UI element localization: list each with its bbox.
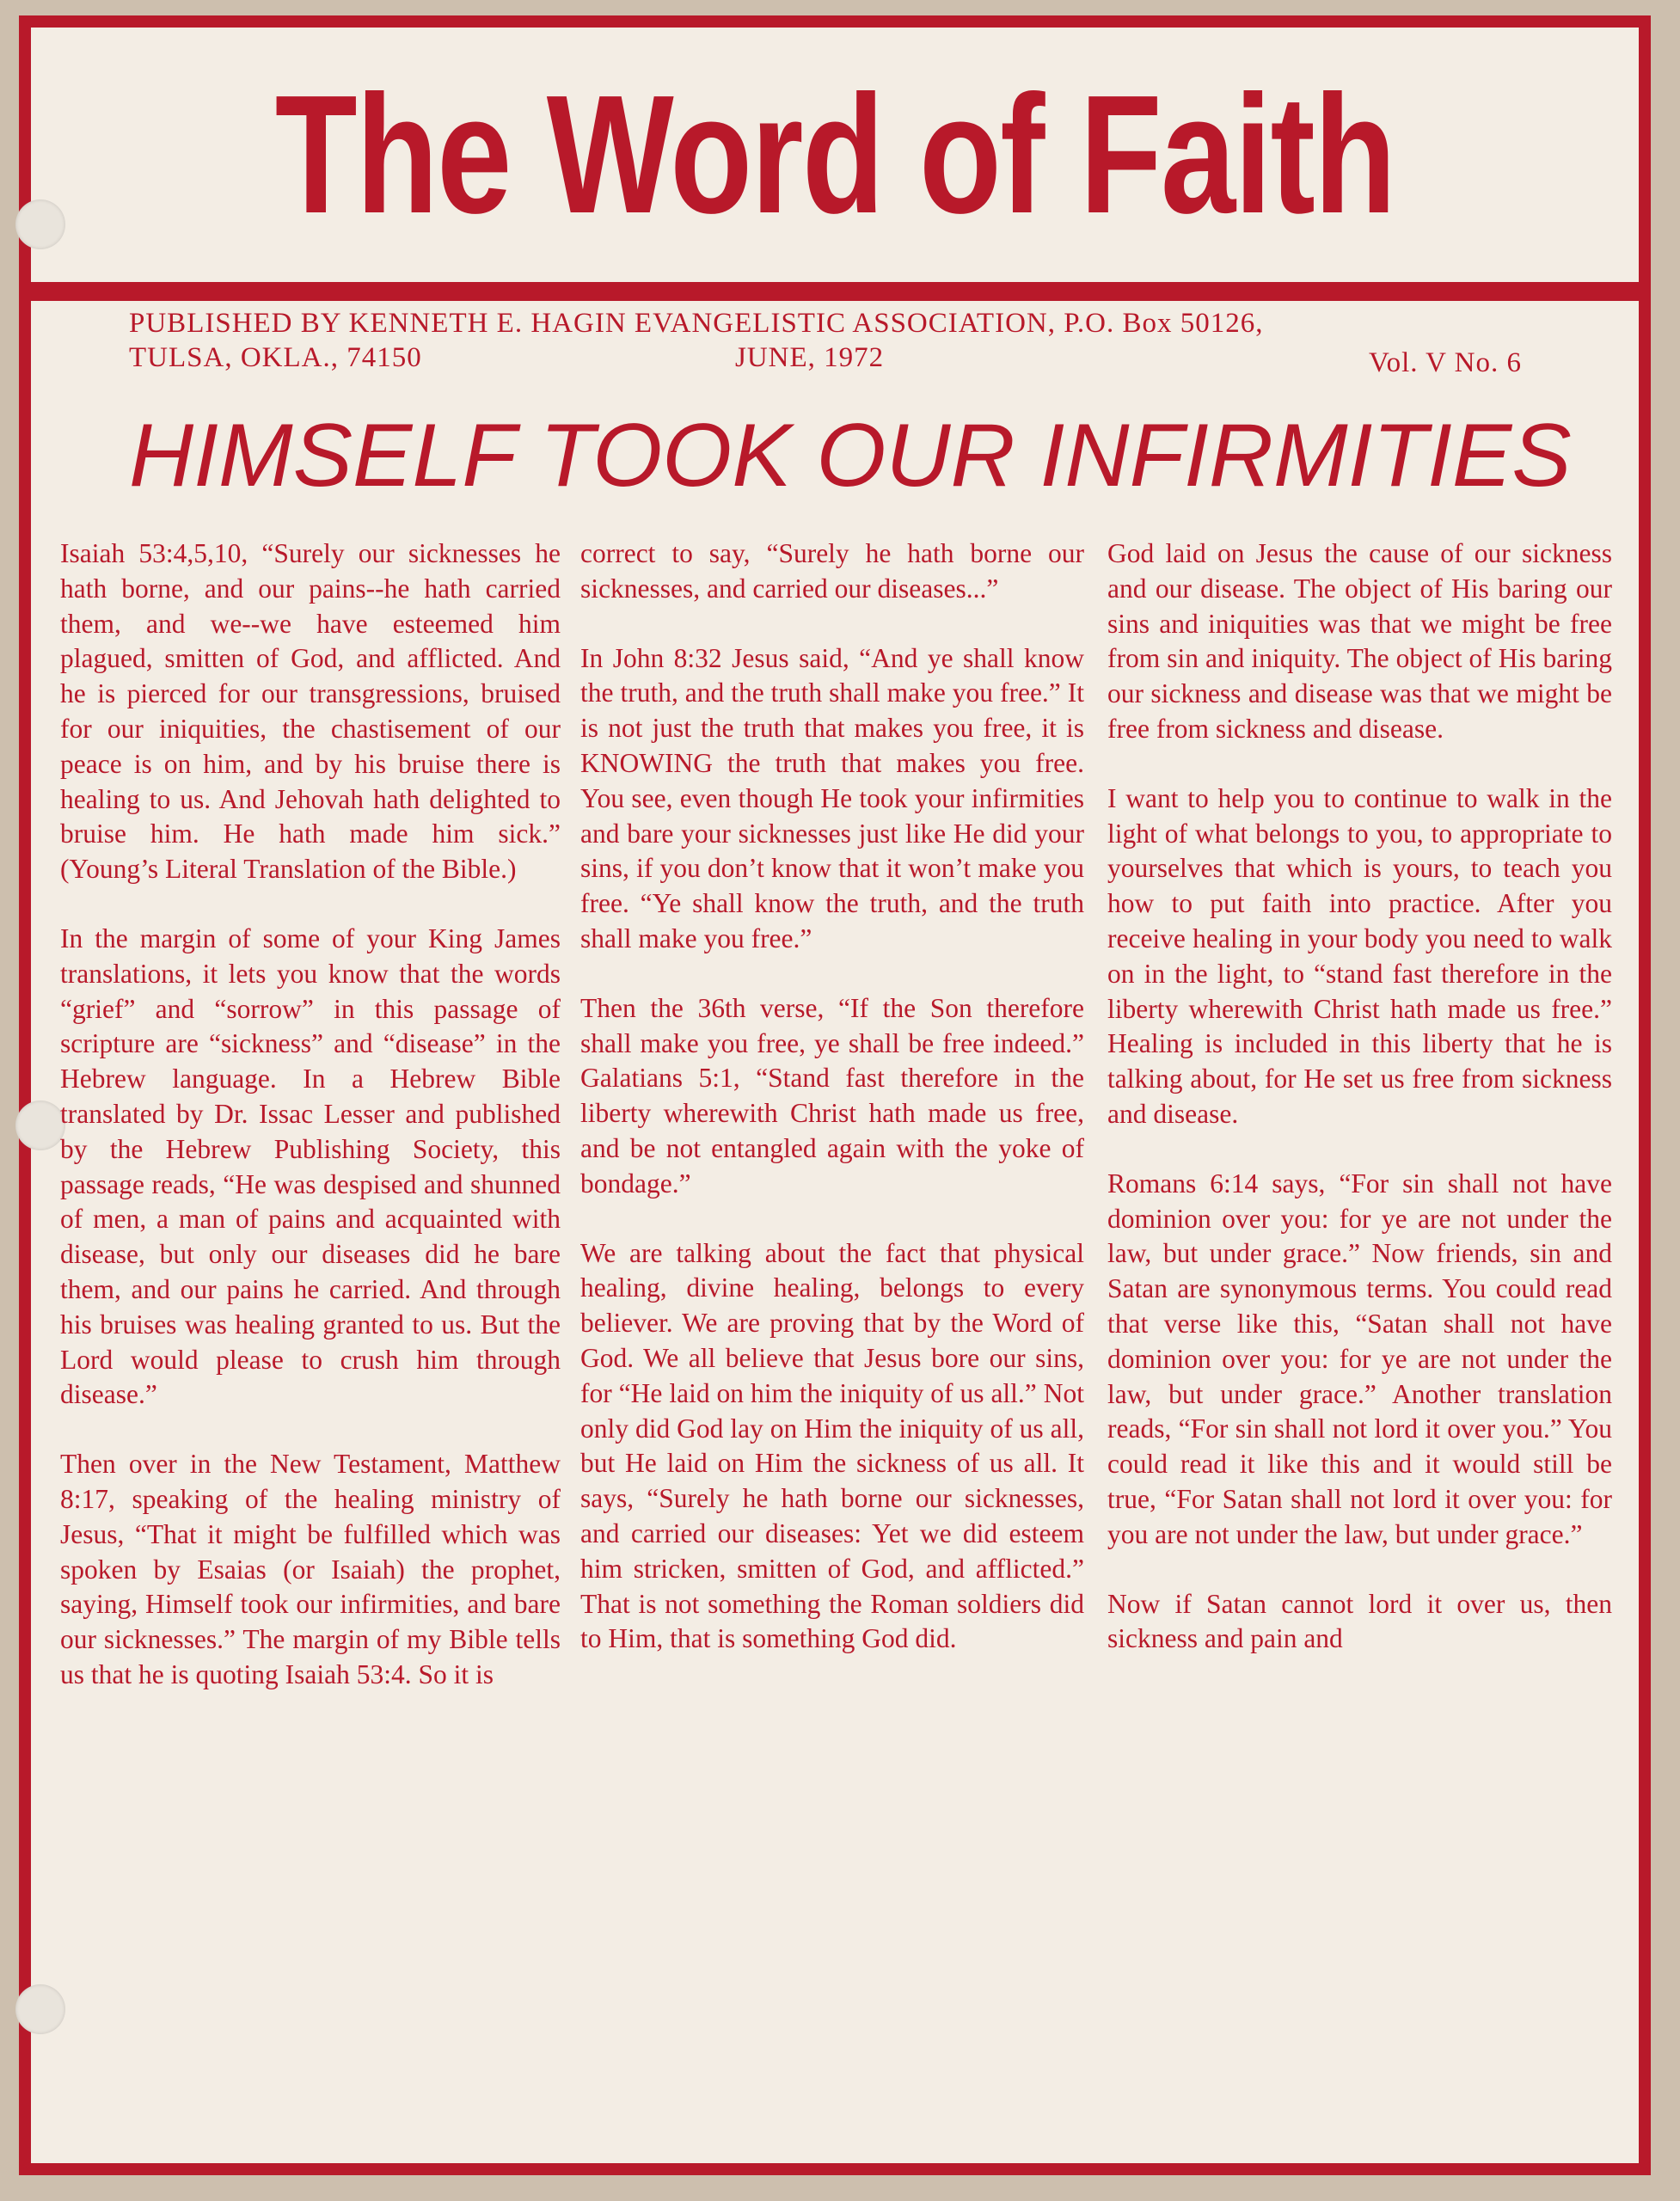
paragraph: Romans 6:14 says, “For sin shall not have dominion over you: for ye are not under the law, but under grace.” Now friends, sin and Satan are synonymous terms. You could read that verse like this, “Satan shall not have dominion over you: for ye are not under the law, but under grace.” Another translation reads, “For sin shall not lord it over you.” You could read it like this and it would still be true, “For Satan shall not lord it over you: for you are not under the law, but under grace.” [1107,1168,1612,1549]
publisher-city: TULSA, OKLA., 74150 [129,342,422,373]
punch-hole [15,1100,65,1150]
paragraph: Now if Satan cannot lord it over us, then sickness and pain and [1107,1588,1612,1654]
publisher-info [129,306,1522,380]
paragraph: correct to say, “Surely he hath borne our sicknesses, and carried our diseases...” [580,538,1084,604]
paragraph: Isaiah 53:4,5,10, “Surely our sicknesses he hath borne, and our pains--he hath carried them, and we--we have esteemed him plagued, smitten of God, and afflicted. And he is pierced for our transgressions, bruised for our iniquities, the chastisement of our peace is on him, and by his bruise there is healing to us. And Jehovah hath delighted to bruise him. He hath made him sick.” (Young’s Literal Translation of the Bible.) [60,538,561,885]
punch-hole [15,1984,65,2034]
punch-hole [15,199,65,249]
paragraph: In the margin of some of your King James translations, it lets you know that the words “grief” and “sorrow” in this passage of scripture are “sickness” and “disease” in the Hebrew language. In a Hebrew Bible translated by Dr. Issac Lesser and published by the Hebrew Publishing Society, this passage reads, “He was despised and shunned of men, a man of pains and acquainted with disease, but only our diseases did he bare them, and our pains he carried. And through his bruises was healing granted to us. But the Lord would please to crush him through disease.” [60,923,561,1410]
issue-date: JUNE, 1972 [735,342,885,373]
paragraph: Then over in the New Testament, Matthew 8:17, speaking of the healing ministry of Jesus, “That it might be fulfilled which was spoken by Esaias (or Isaiah) the prophet, saying, Himself took our infirmities, and bare our sicknesses.” The margin of my Bible tells us that he is quoting Isaiah 53:4. So it is [60,1449,561,1689]
paragraph: In John 8:32 Jesus said, “And ye shall know the truth, and the truth shall make you free.” It is not just the truth that makes you free, it is KNOWING the truth that makes you free. You see, even though He took your infirmities and bare your sicknesses just like He did your sins, if you don’t know that it won’t make you free. “Ye shall know the truth, and the truth shall make you free.” [580,642,1084,953]
article-headline: HIMSELF TOOK OUR INFIRMITIES [129,406,1572,506]
masthead [31,28,1639,301]
paragraph: I want to help you to continue to walk in the light of what belongs to you, to appropriate to yourselves that which is yours, to teach you how to put faith into practice. After you receive healing in your body you need to walk on in the light, to “stand fast therefore in the liberty wherewith Christ hath made us free.” Healing is included in this liberty that he is talking about, for He set us free from sickness and disease. [1107,782,1612,1129]
masthead-title: The Word of Faith [274,60,1395,248]
paragraph: God laid on Jesus the cause of our sickness and our disease. The object of His baring our sins and iniquities was that we might be free from sin and iniquity. The object of His baring our sickness and disease was that we might be free from sickness and disease. [1107,538,1612,744]
volume-number: Vol. V No. 6 [1369,347,1522,378]
paragraph: Then the 36th verse, “If the Son therefore shall make you free, ye shall be free indeed.” Galatians 5:1, “Stand fast therefore in the liberty wherewith Christ hath made us free, and be not entangled again with the yoke of bondage.” [580,992,1084,1199]
article-column-1 [60,536,561,1727]
article-column-3 [1107,536,1612,1691]
publisher-details [129,340,1522,380]
article-column-2 [580,536,1084,1691]
paragraph: We are talking about the fact that physical healing, divine healing, belongs to every believer. We are proving that by the Word of God. We all believe that Jesus bore our sins, for “He laid on him the iniquity of us all.” Not only did God lay on Him the iniquity of us all, but He laid on Him the sickness of us all. It says, “Surely he hath borne our sicknesses, and carried our diseases: Yet we did esteem him stricken, smitten of God, and afflicted.” That is not something the Roman soldiers did to Him, that is something God did. [580,1237,1084,1654]
publisher-line: PUBLISHED BY KENNETH E. HAGIN EVANGELISTIC ASSOCIATION, P.O. Box 50126, [129,308,1264,339]
